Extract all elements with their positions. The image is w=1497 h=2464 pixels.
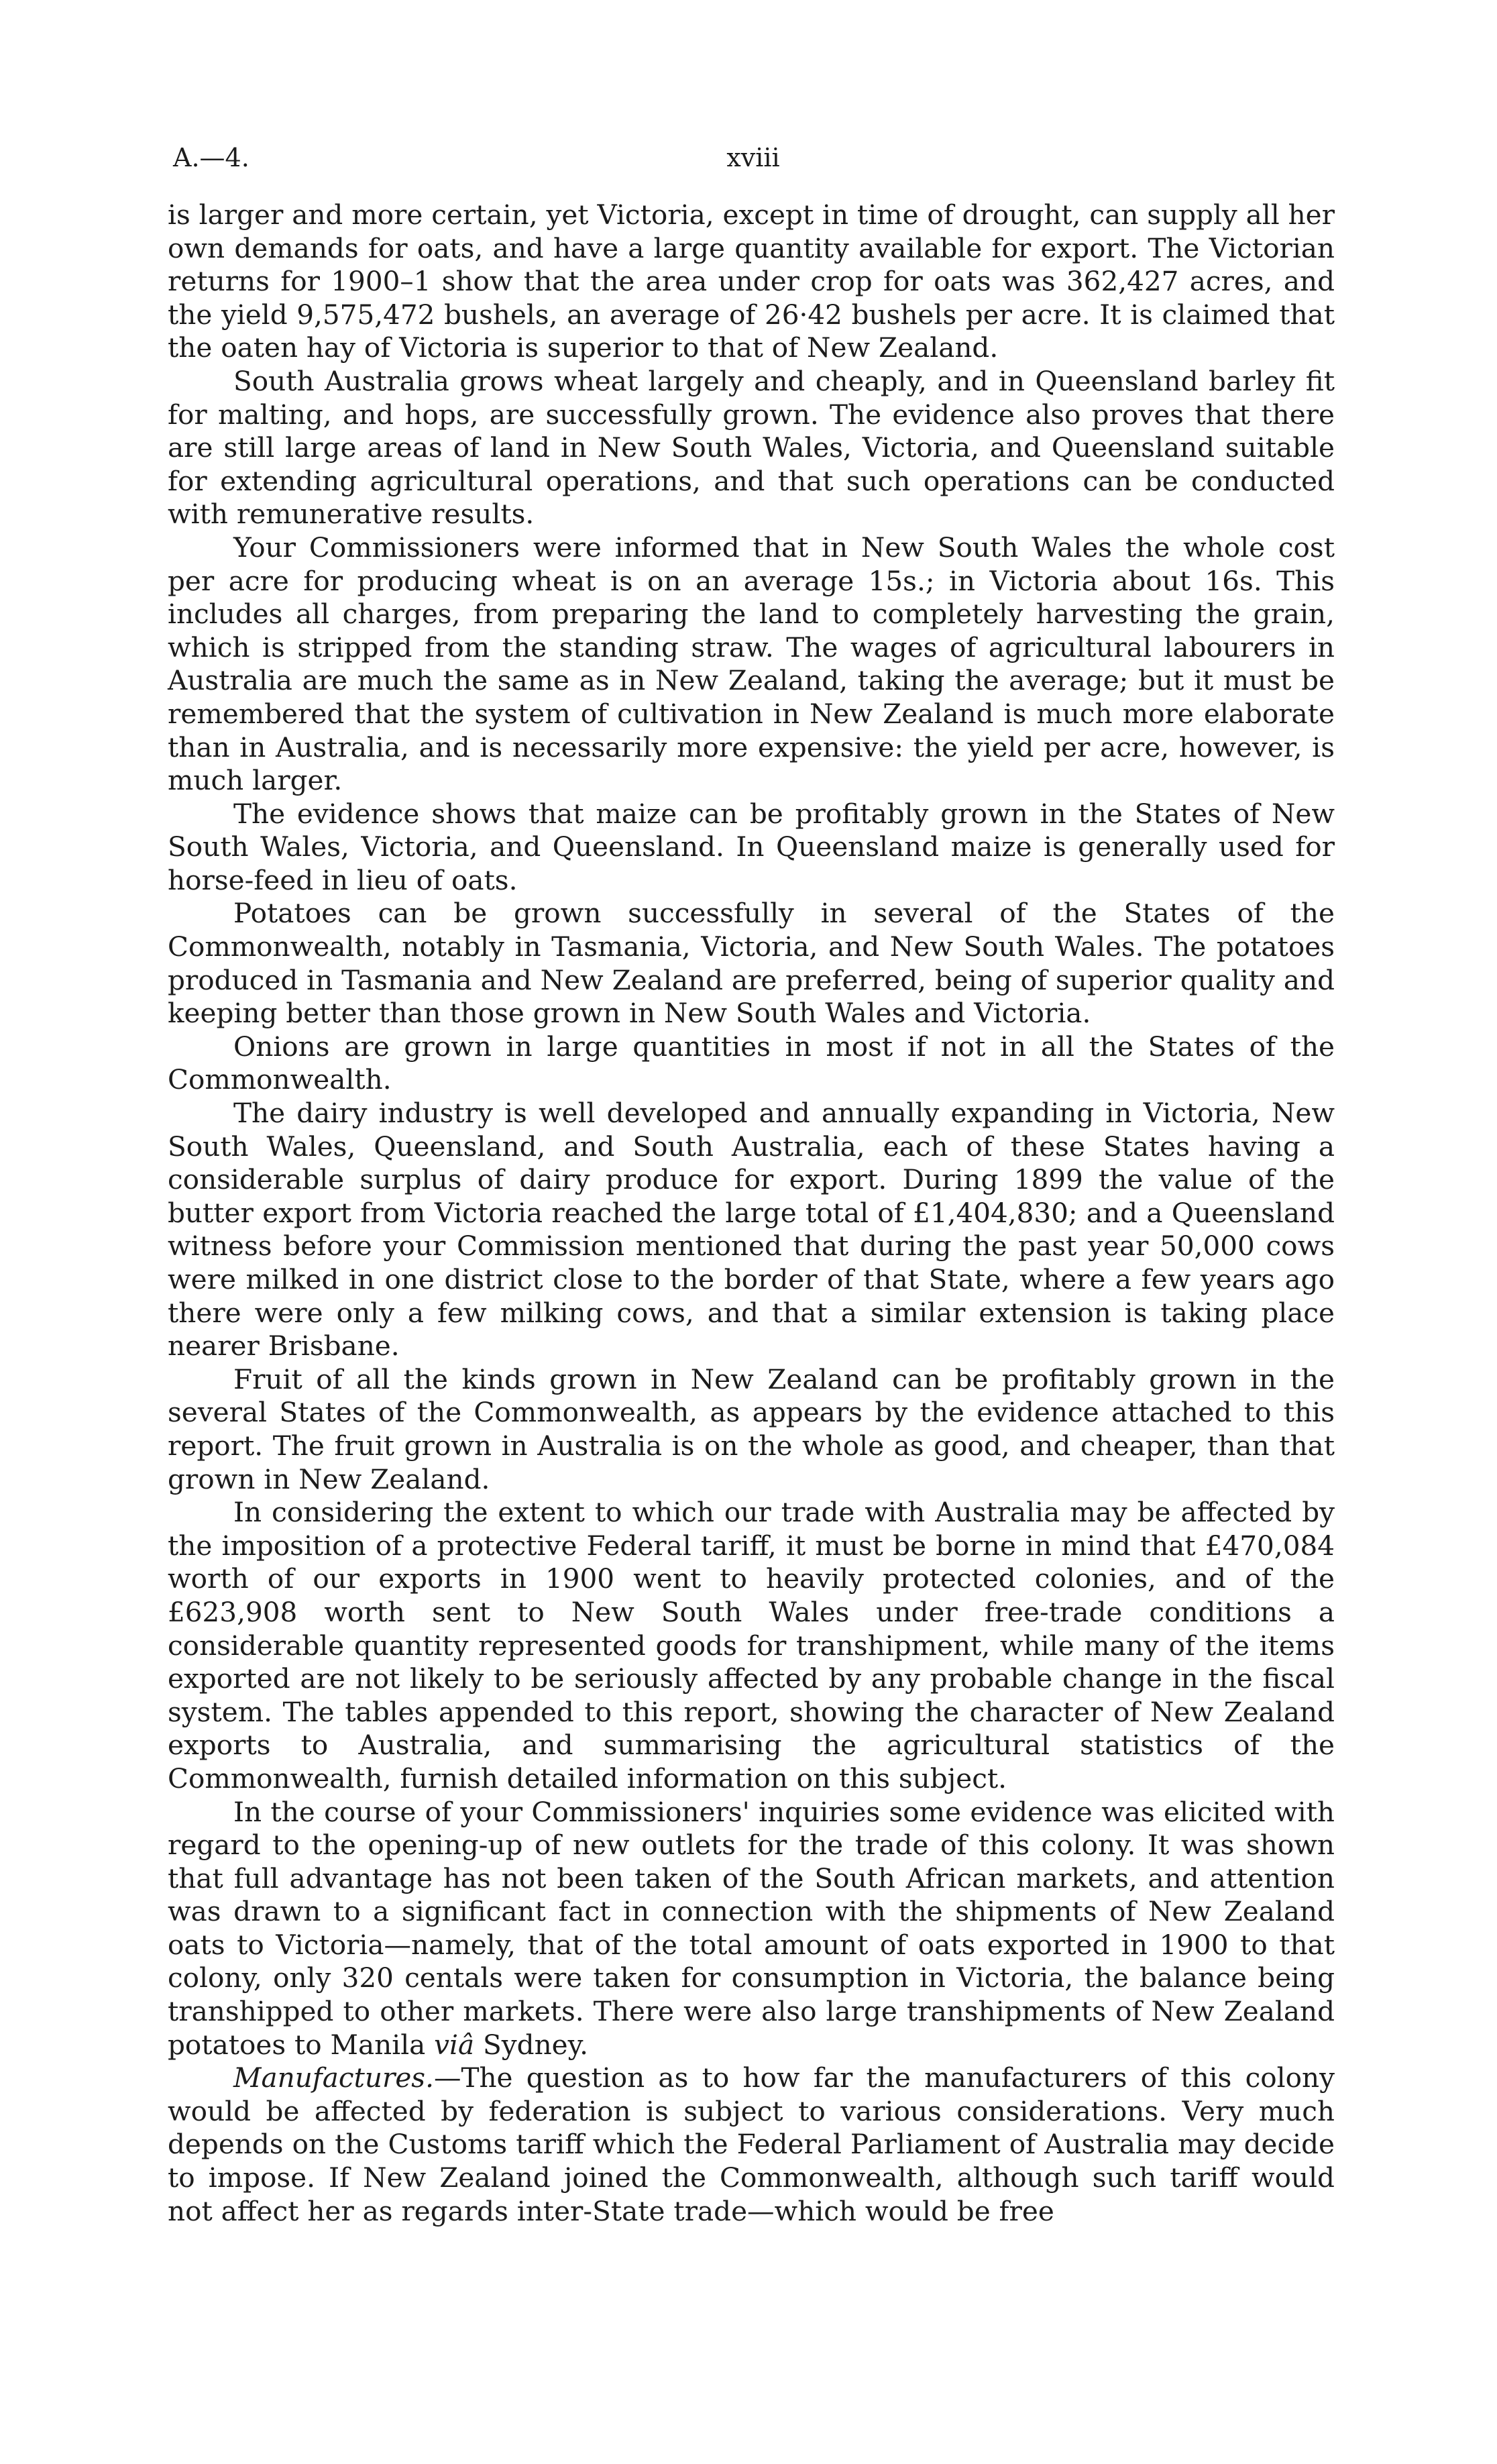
- paragraph-fruit: Fruit of all the kinds grown in New Zealand can be profitably grown in the several States of the Commonwealth, as appears by the evidence attached to this report. The fruit grown in Australia is on the whole as good, and cheaper, than that grown in New Zealand.: [168, 1362, 1335, 1495]
- paragraph-potatoes: Potatoes can be grown successfully in several of the States of the Commonwealth, notably in Tasmania, Victoria, and New South Wales. The potatoes produced in Tasmania and New Zealand are preferred, being of superior quality and keeping better than those grown in New South Wales and Victoria.: [168, 897, 1335, 1030]
- paragraph-wheat-costs: Your Commissioners were informed that in New South Wales the whole cost per acre for producing wheat is on an average 15s.; in Victoria about 16s. This includes all charges, from preparing the land to completely harvesting the grain, which is stripped from the standing straw. The wages of agricultural labourers in Australia are much the same as in New Zealand, taking the average; but it must be remembered that the system of cultivation in New Zealand is much more elaborate than in Australia, and is necessarily more expensive: the yield per acre, however, is much larger.: [168, 531, 1335, 797]
- new-outlets-italic-via: viâ: [434, 2028, 475, 2061]
- manufactures-text: —The question as to how far the manufacturers of this colony would be affected by federation is subject to various considerations. Very much depends on the Customs tariff which the Federal Parliament of Australia may decide to impose. If New Zealand joined the Commonwealth, although such tariff would not affect her as regards inter-State trade—which would be free: [168, 2061, 1335, 2227]
- paragraph-south-australia-wheat: South Australia grows wheat largely and cheaply, and in Queensland barley fit for malting, and hops, are successfully grown. The evidence also proves that there are still large areas of land in New South Wales, Victoria, and Queensland suitable for extending agricultural operations, and that such operations can be conducted with remunerative results.: [168, 364, 1335, 531]
- paragraph-dairy: The dairy industry is well developed and annually expanding in Victoria, New South Wales, Queensland, and South Australia, each of these States having a considerable surplus of dairy produce for export. During 1899 the value of the butter export from Victoria reached the large total of £1,404,830; and a Queensland witness before your Commission mentioned that during the past year 50,000 cows were milked in one district close to the border of that State, where a few years ago there were only a few milking cows, and that a similar extension is taking place nearer Brisbane.: [168, 1097, 1335, 1362]
- paragraph-manufactures: [168, 2061, 1335, 2228]
- paragraph-new-outlets: [168, 1796, 1335, 2062]
- paragraph-oats-continued: is larger and more certain, yet Victoria, except in time of drought, can supply all her own demands for oats, and have a large quantity available for export. The Victorian returns for 1900–1 show that the area under crop for oats was 362,427 acres, and the yield 9,575,472 bushels, an average of 26·42 bushels per acre. It is claimed that the oaten hay of Victoria is superior to that of New Zealand.: [168, 199, 1335, 364]
- document-reference: A.—4.: [173, 143, 249, 172]
- paragraph-maize: The evidence shows that maize can be profitably grown in the States of New South Wales, Victoria, and Queensland. In Queensland maize is generally used for horse-feed in lieu of oats.: [168, 797, 1335, 896]
- page-header: [173, 134, 1333, 181]
- paragraph-federal-tariff: In considering the extent to which our trade with Australia may be affected by the imposition of a protective Federal tariff, it must be borne in mind that £470,084 worth of our exports in 1900 went to heavily protected colonies, and of the £623,908 worth sent to New South Wales under free-trade conditions a considerable quantity represented goods for transhipment, while many of the items exported are not likely to be seriously affected by any probable change in the fiscal system. The tables appended to this report, showing the character of New Zealand exports to Australia, and summarising the agricultural statistics of the Commonwealth, furnish detailed information on this subject.: [168, 1496, 1335, 1795]
- page-number: xviii: [726, 143, 780, 172]
- new-outlets-text: In the course of your Commissioners' inquiries some evidence was elicited with regard to the opening-up of new outlets for the trade of this colony. It was shown that full advantage has not been taken of the South African markets, and attention was drawn to a significant fact in connection with the shipments of New Zealand oats to Victoria—namely, that of the total amount of oats exported in 1900 to that colony, only 320 centals were taken for consumption in Victoria, the balance being transhipped to other markets. There were also large transhipments of New Zealand potatoes to Manila: [168, 1795, 1335, 2061]
- body-text: [168, 199, 1335, 2228]
- new-outlets-text-end: Sydney.: [474, 2028, 589, 2061]
- paragraph-onions: Onions are grown in large quantities in most if not in all the States of the Commonwealth.: [168, 1030, 1335, 1096]
- manufactures-heading: Manufactures.: [233, 2061, 434, 2094]
